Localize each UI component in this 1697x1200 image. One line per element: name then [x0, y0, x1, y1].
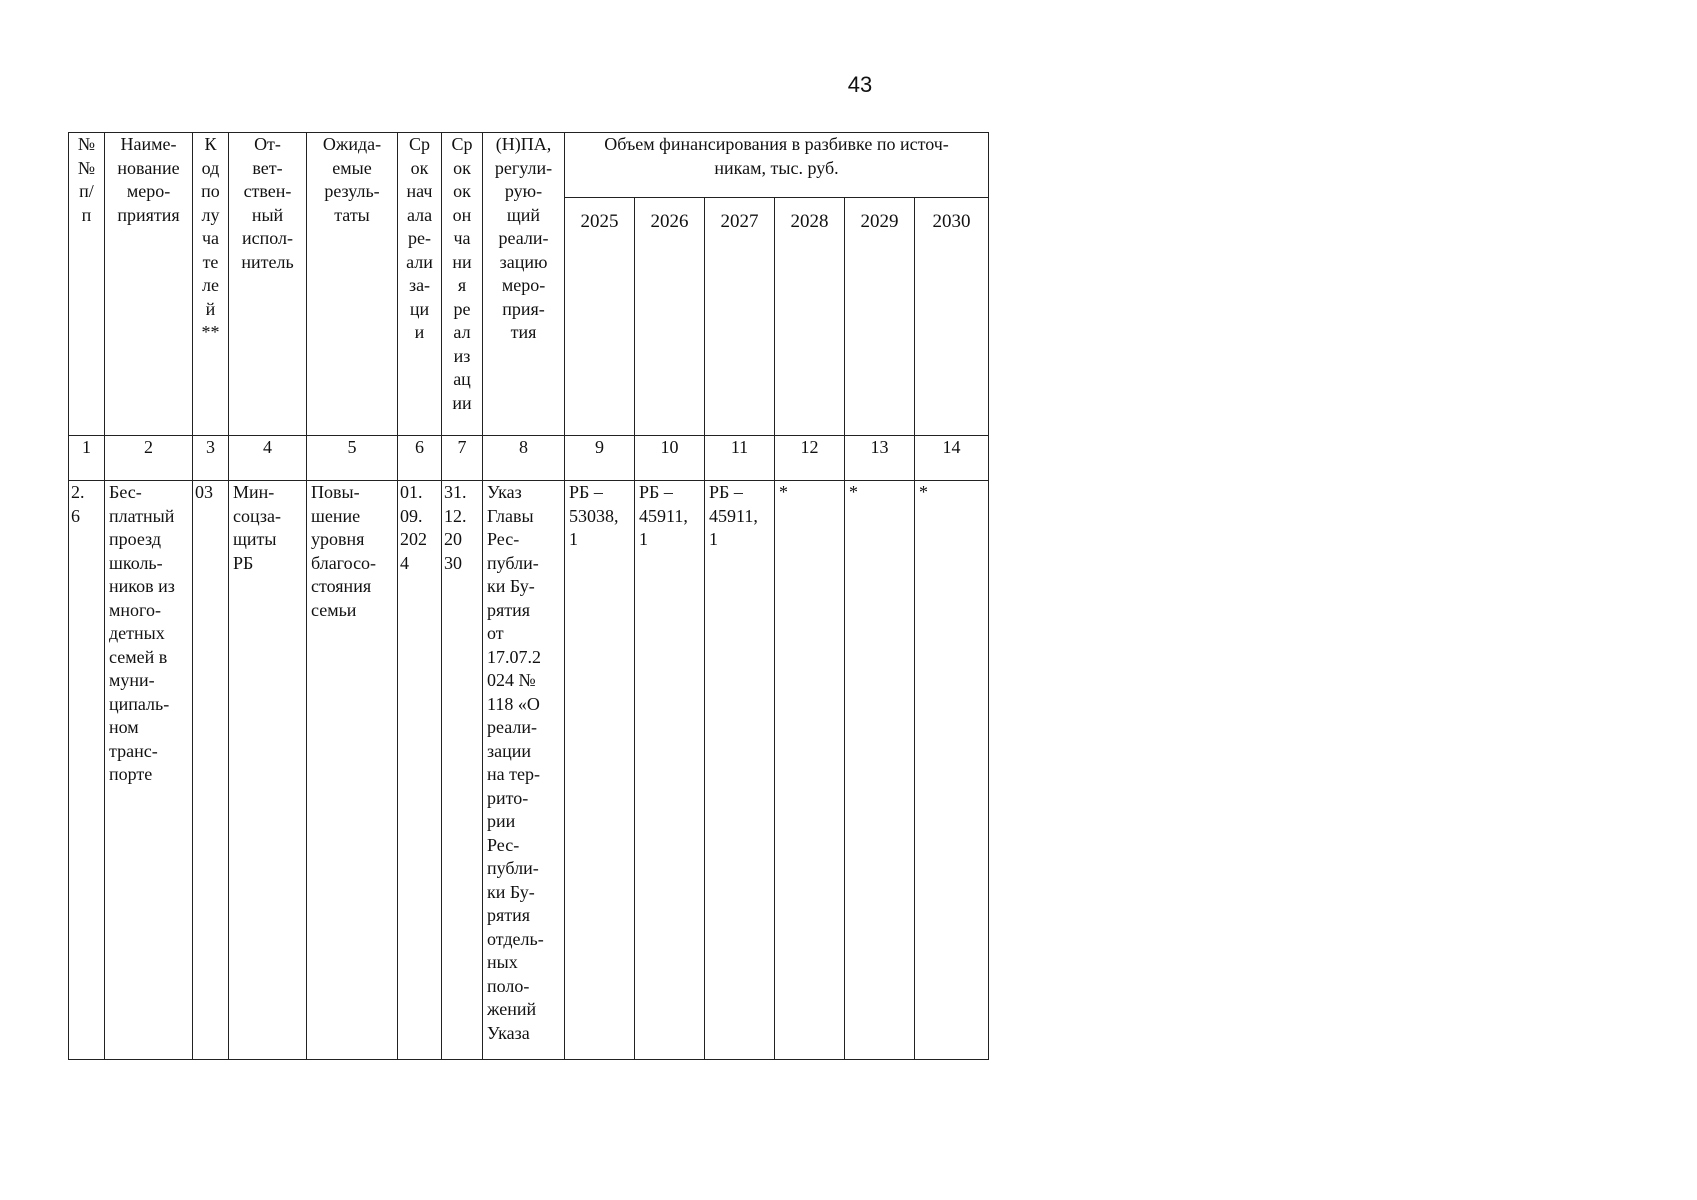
header-recipient-code: К од по лу ча те ле й **	[193, 133, 229, 436]
column-number: 10	[635, 436, 705, 481]
row-end-date: 31. 12. 20 30	[442, 481, 483, 1060]
row-number: 2. 6	[69, 481, 105, 1060]
column-number: 9	[565, 436, 635, 481]
column-number: 11	[705, 436, 775, 481]
header-legal-act: (Н)ПА, регули- рую- щий реали- зацию меро- прия- тия	[483, 133, 565, 436]
funding-table	[68, 132, 989, 1060]
column-number: 14	[915, 436, 989, 481]
header-year: 2029	[845, 198, 915, 436]
row-legal-act: Указ Главы Рес- публи- ки Бу- рятия от 17.07.2 024 № 118 «О реали- зации на тер- рито- рии Рес- публи- ки Бу- рятия отдель- ных поло- жений Указа	[483, 481, 565, 1060]
row-funding-2028: *	[775, 481, 845, 1060]
header-year: 2030	[915, 198, 989, 436]
header-funding: Объем финансирования в разбивке по источ- никам, тыс. руб.	[565, 133, 989, 198]
header-event-name: Наиме- нование меро- приятия	[105, 133, 193, 436]
row-funding-2026: РБ – 45911, 1	[635, 481, 705, 1060]
row-recipient-code: 03	[193, 481, 229, 1060]
header-year: 2026	[635, 198, 705, 436]
header-executor: От- вет- ствен- ный испол- нитель	[229, 133, 307, 436]
table-row	[69, 481, 989, 1060]
header-end-date: Ср ок ок он ча ни я ре ал из ац ии	[442, 133, 483, 436]
column-number: 5	[307, 436, 398, 481]
row-event-name: Бес- платный проезд школь- ников из много- детных семей в муни- ципаль- ном транс- порте	[105, 481, 193, 1060]
column-number: 13	[845, 436, 915, 481]
column-number: 6	[398, 436, 442, 481]
column-number: 3	[193, 436, 229, 481]
row-funding-2030: *	[915, 481, 989, 1060]
column-number: 4	[229, 436, 307, 481]
row-funding-2029: *	[845, 481, 915, 1060]
row-funding-2027: РБ – 45911, 1	[705, 481, 775, 1060]
row-executor: Мин- соцза- щиты РБ	[229, 481, 307, 1060]
header-year: 2025	[565, 198, 635, 436]
column-number: 12	[775, 436, 845, 481]
header-start-date: Ср ок нач ала ре- али за- ци и	[398, 133, 442, 436]
column-number-row	[69, 436, 989, 481]
header-row	[69, 133, 989, 198]
row-expected-results: Повы- шение уровня благосо- стояния семьи	[307, 481, 398, 1060]
column-number: 8	[483, 436, 565, 481]
header-number: № № п/ п	[69, 133, 105, 436]
header-year: 2027	[705, 198, 775, 436]
column-number: 1	[69, 436, 105, 481]
header-expected-results: Ожида- емые резуль- таты	[307, 133, 398, 436]
header-year: 2028	[775, 198, 845, 436]
row-funding-2025: РБ – 53038, 1	[565, 481, 635, 1060]
page-number: 43	[847, 72, 873, 97]
column-number: 7	[442, 436, 483, 481]
column-number: 2	[105, 436, 193, 481]
row-start-date: 01. 09. 202 4	[398, 481, 442, 1060]
